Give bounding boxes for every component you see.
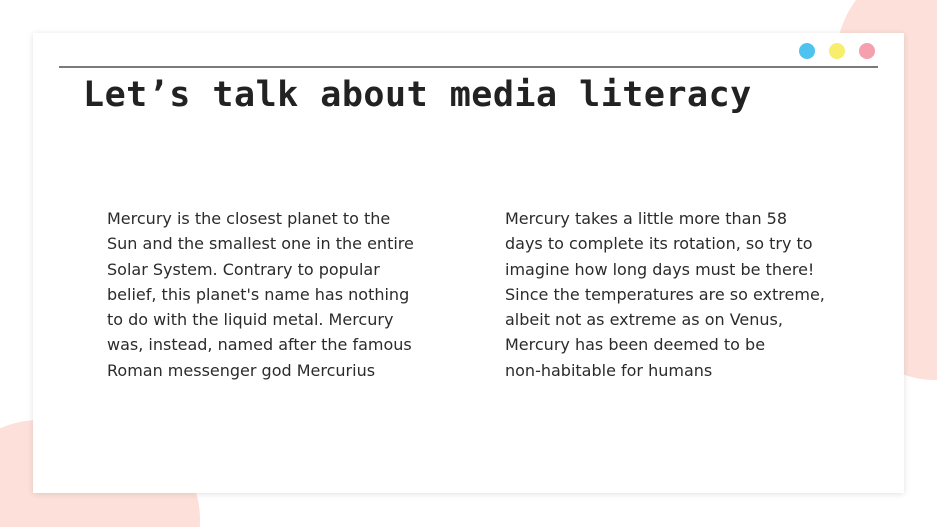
text-line: days to complete its rotation, so try to [505, 234, 813, 254]
text-column-left [107, 206, 442, 383]
slide-title: Let’s talk about media literacy [83, 75, 752, 115]
yellow-dot-icon [829, 43, 845, 59]
text-line: belief, this planet's name has nothing [107, 284, 410, 304]
text-line: Mercury has been deemed to be [505, 335, 766, 355]
text-line: Mercury takes a little more than 58 [505, 209, 788, 228]
text-column-right [505, 206, 840, 383]
text-line: Since the temperatures are so extreme, [505, 284, 825, 304]
text-line: Mercury is the closest planet to the [107, 209, 391, 228]
window-dots [799, 43, 875, 59]
text-line: albeit not as extreme as on Venus, [505, 310, 783, 330]
blue-dot-icon [799, 43, 815, 59]
text-line: Roman messenger god Mercurius [107, 360, 376, 380]
text-line: imagine how long days must be there! [505, 259, 815, 279]
title-divider [59, 66, 878, 68]
text-line: to do with the liquid metal. Mercury [107, 310, 394, 330]
text-line: non-habitable for humans [505, 360, 713, 380]
text-line: was, instead, named after the famous [107, 335, 412, 355]
text-line: Solar System. Contrary to popular [107, 259, 380, 279]
slide-card [33, 33, 904, 493]
pink-dot-icon [859, 43, 875, 59]
text-line: Sun and the smallest one in the entire [107, 234, 414, 254]
